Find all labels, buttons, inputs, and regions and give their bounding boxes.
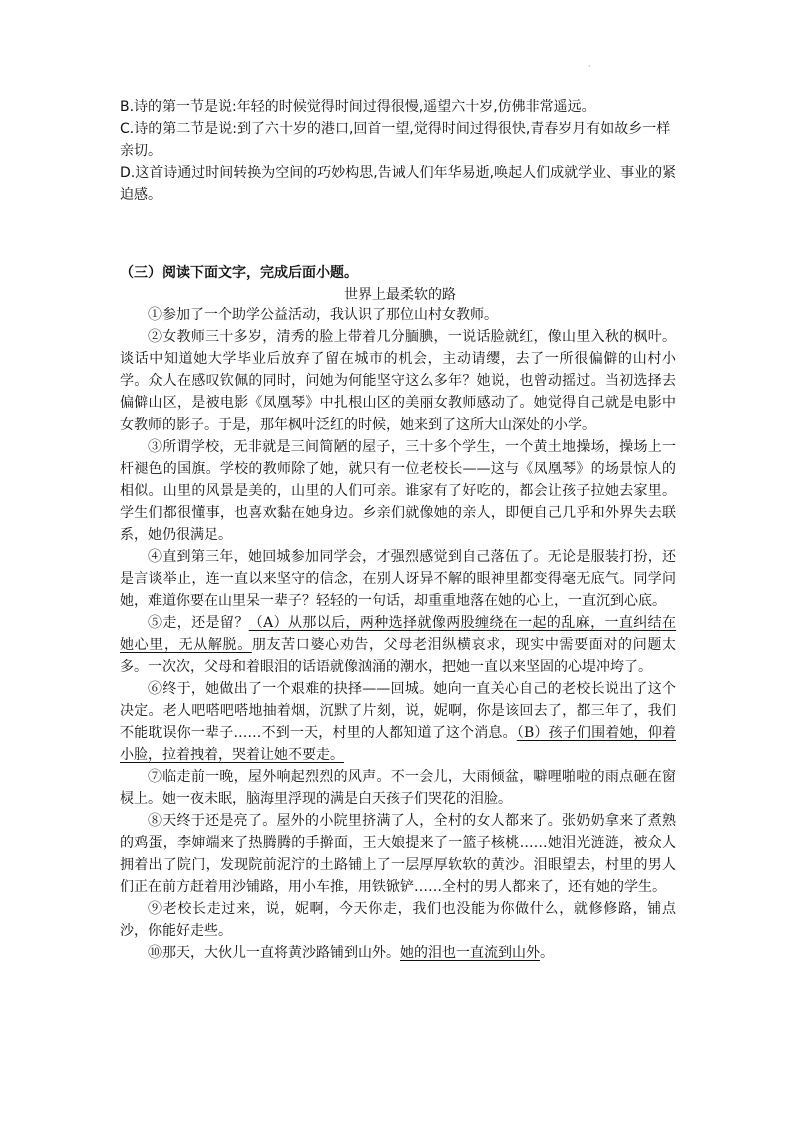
paragraph-9: ⑨老校长走过来，说，妮啊，今天你走，我们也没能为你做什么，就修修路，铺点沙，你能好走些。 [120, 901, 676, 939]
underlined-sentence-b: （B）孩子们围着她，仰着小脸，拉着拽着，哭着让她不要走。 [120, 725, 676, 763]
underlined-sentence-end: 她的泪也一直流到山外 [400, 945, 540, 961]
paragraph-10-lead: ⑩那天，大伙儿一直将黄沙路铺到山外。 [148, 945, 400, 961]
paragraph-8: ⑧天终于还是亮了。屋外的小院里挤满了人，全村的女人都来了。张奶奶拿来了煮熟的鸡蛋，李婶端来了热腾腾的手擀面，王大娘提来了一篮子核桃……她泪光涟涟，被众人拥着出了院门，发现院前泥泞的土路铺上了一层厚厚软软的黄沙。泪眼望去，村里的男人们正在前方赶着用沙铺路，用小车推，用铁锨铲……全村的男人都来了，还有她的学生。 [120, 813, 676, 895]
paragraph-5-lead: ⑤走，还是留？ [148, 615, 249, 631]
paragraph-5 [120, 612, 676, 678]
option-c: C.诗的第二节是说:到了六十岁的港口,回首一望,觉得时间过得很快,青春岁月有如故乡一样亲切。 [120, 121, 671, 159]
article-body [120, 304, 676, 964]
section-heading: （三）阅读下面文字，完成后面小题。 [120, 265, 358, 281]
paragraph-10: ⑩那天，大伙儿一直将黄沙路铺到山外。她的泪也一直流到山外。 [148, 945, 554, 961]
paragraph-5-rest: 朋友苦口婆心劝告，父母老泪纵横哀求，现实中需要面对的问题太多。一次次，父母和着眼泪的话语就像汹涌的潮水，把她一直以来坚固的心堤冲垮了。 [120, 637, 677, 675]
paragraph-2: ②女教师三十多岁，清秀的脸上带着几分腼腆，一说话脸就红，像山里入秋的枫叶。谈话中知道她大学毕业后放弃了留在城市的机会，主动请缨，去了一所很偏僻的山村小学。众人在感叹钦佩的同时，问她为何能坚守这么多年？她说，也曾动摇过。当初选择去偏僻山区，是被电影《凤凰琴》中扎根山区的美丽女教师感动了。她觉得自己就是电影中女教师的影子。于是，那年枫叶泛红的时候，她来到了这所大山深处的小学。 [120, 329, 676, 433]
header-mark: · [588, 62, 591, 71]
option-b: B.诗的第一节是说:年轻的时候觉得时间过得很慢,遥望六十岁,仿佛非常遥远。 [120, 99, 596, 115]
paragraph-4: ④直到第三年，她回城参加同学会，才强烈感觉到自己落伍了。无论是服装打扮，还是言谈举止，连一直以来坚守的信念，在别人讶异不解的眼神里都变得毫无底气。同学问她，难道你要在山里呆一辈子？轻轻的一句话，却重重地落在她的心上，一直沉到心底。 [120, 549, 676, 609]
underlined-sentence-a: （A）从那以后，两种选择就像两股缠绕在一起的乱麻，一直纠结在她心里，无从解脱。 [120, 615, 677, 653]
option-d: D.这首诗通过时间转换为空间的巧妙构思,告诫人们年华易逝,唤起人们成就学业、事业的紧迫感。 [120, 165, 677, 203]
paragraph-6 [120, 678, 676, 766]
paragraph-6-lead: ⑥终于，她做出了一个艰难的抉择——回城。她向一直关心自己的老校长说出了这个决定。老人吧嗒吧嗒地抽着烟，沉默了片刻，说，妮啊，你是该回去了，都三年了，我们不能耽误你一辈子……不到一天，村里的人都知道了这个消息。 [120, 681, 676, 741]
paragraph-7: ⑦临走前一晚，屋外响起烈烈的风声。不一会儿，大雨倾盆，噼哩啪啦的雨点砸在窗棂上。她一夜未眠，脑海里浮现的满是白天孩子们哭花的泪脸。 [120, 769, 676, 807]
paragraph-3: ③所谓学校，无非就是三间简陋的屋子，三十多个学生，一个黄土地操场，操场上一杆褪色的国旗。学校的教师除了她，就只有一位老校长——这与《凤凰琴》的场景惊人的相似。山里的风景是美的，山里的人们可亲。谁家有了好吃的，都会让孩子拉她去家里。学生们都很懂事，也喜欢黏在她身边。乡亲们就像她的亲人，即便自己几乎和外界失去联系，她仍很满足。 [120, 439, 676, 543]
paragraph-1: ①参加了一个助学公益活动，我认识了那位山村女教师。 [148, 307, 498, 323]
article-title: 世界上最柔软的路 [344, 287, 456, 303]
